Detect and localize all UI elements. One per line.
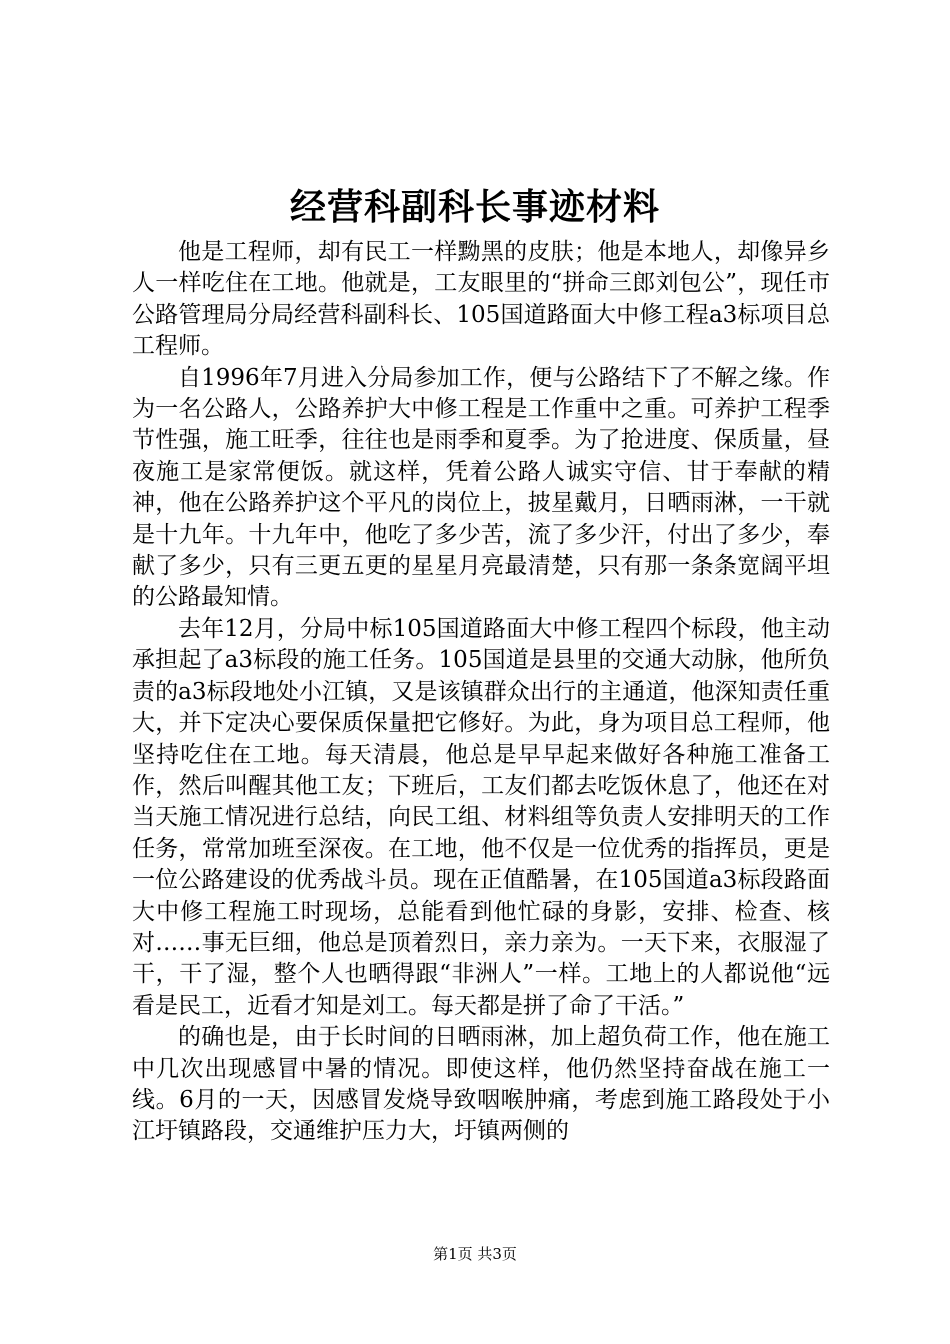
paragraph-intro: 他是工程师，却有民工一样黝黑的皮肤；他是本地人，却像异乡人一样吃住在工地。他就是，工友眼里的“拼命三郎刘包公”，现任市公路管理局分局经营科副科长、105国道路面大中修工程a3标项目总工程师。 [132,239,830,360]
page-number-footer: 第1页 共3页 [433,1245,517,1263]
paragraph-project: 去年12月，分局中标105国道路面大中修工程四个标段，他主动承担起了a3标段的施工任务。105国道是县里的交通大动脉，他所负责的a3标段地处小江镇，又是该镇群众出行的主通道，他深知责任重大，并下定决心要保质保量把它修好。为此，身为项目总工程师，他坚持吃住在工地。每天清晨，他总是早早起来做好各种施工准备工作，然后叫醒其他工友；下班后，工友们都去吃饭休息了，他还在对当天施工情况进行总结，向民工组、材料组等负责人安排明天的工作任务，常常加班至深夜。在工地，他不仅是一位优秀的指挥员，更是一位公路建设的优秀战斗员。现在正值酷暑，在105国道a3标段路面大中修工程施工时现场，总能看到他忙碌的身影，安排、检查、核对……事无巨细，他总是顶着烈日，亲力亲为。一天下来，衣服湿了干，干了湿，整个人也晒得跟“非洲人”一样。工地上的人都说他“远看是民工，近看才知是刘工。每天都是拼了命了干活。” [132,615,830,1019]
document-body [132,237,830,1148]
document-title: 经营科副科长事迹材料 [289,187,660,228]
paragraph-health: 的确也是，由于长时间的日晒雨淋，加上超负荷工作，他在施工中几次出现感冒中暑的情况。即使这样，他仍然坚持奋战在施工一线。6月的一天，因感冒发烧导致咽喉肿痛，考虑到施工路段处于小江圩镇路段，交通维护压力大，圩镇两侧的 [132,1024,830,1145]
paragraph-career: 自1996年7月进入分局参加工作，便与公路结下了不解之缘。作为一名公路人，公路养护大中修工程是工作重中之重。可养护工程季节性强，施工旺季，往往也是雨季和夏季。为了抢进度、保质量，昼夜施工是家常便饭。就这样，凭着公路人诚实守信、甘于奉献的精神，他在公路养护这个平凡的岗位上，披星戴月，日晒雨淋，一干就是十九年。十九年中，他吃了多少苦，流了多少汗，付出了多少，奉献了多少，只有三更五更的星星月亮最清楚，只有那一条条宽阔平坦的公路最知情。 [132,364,830,611]
